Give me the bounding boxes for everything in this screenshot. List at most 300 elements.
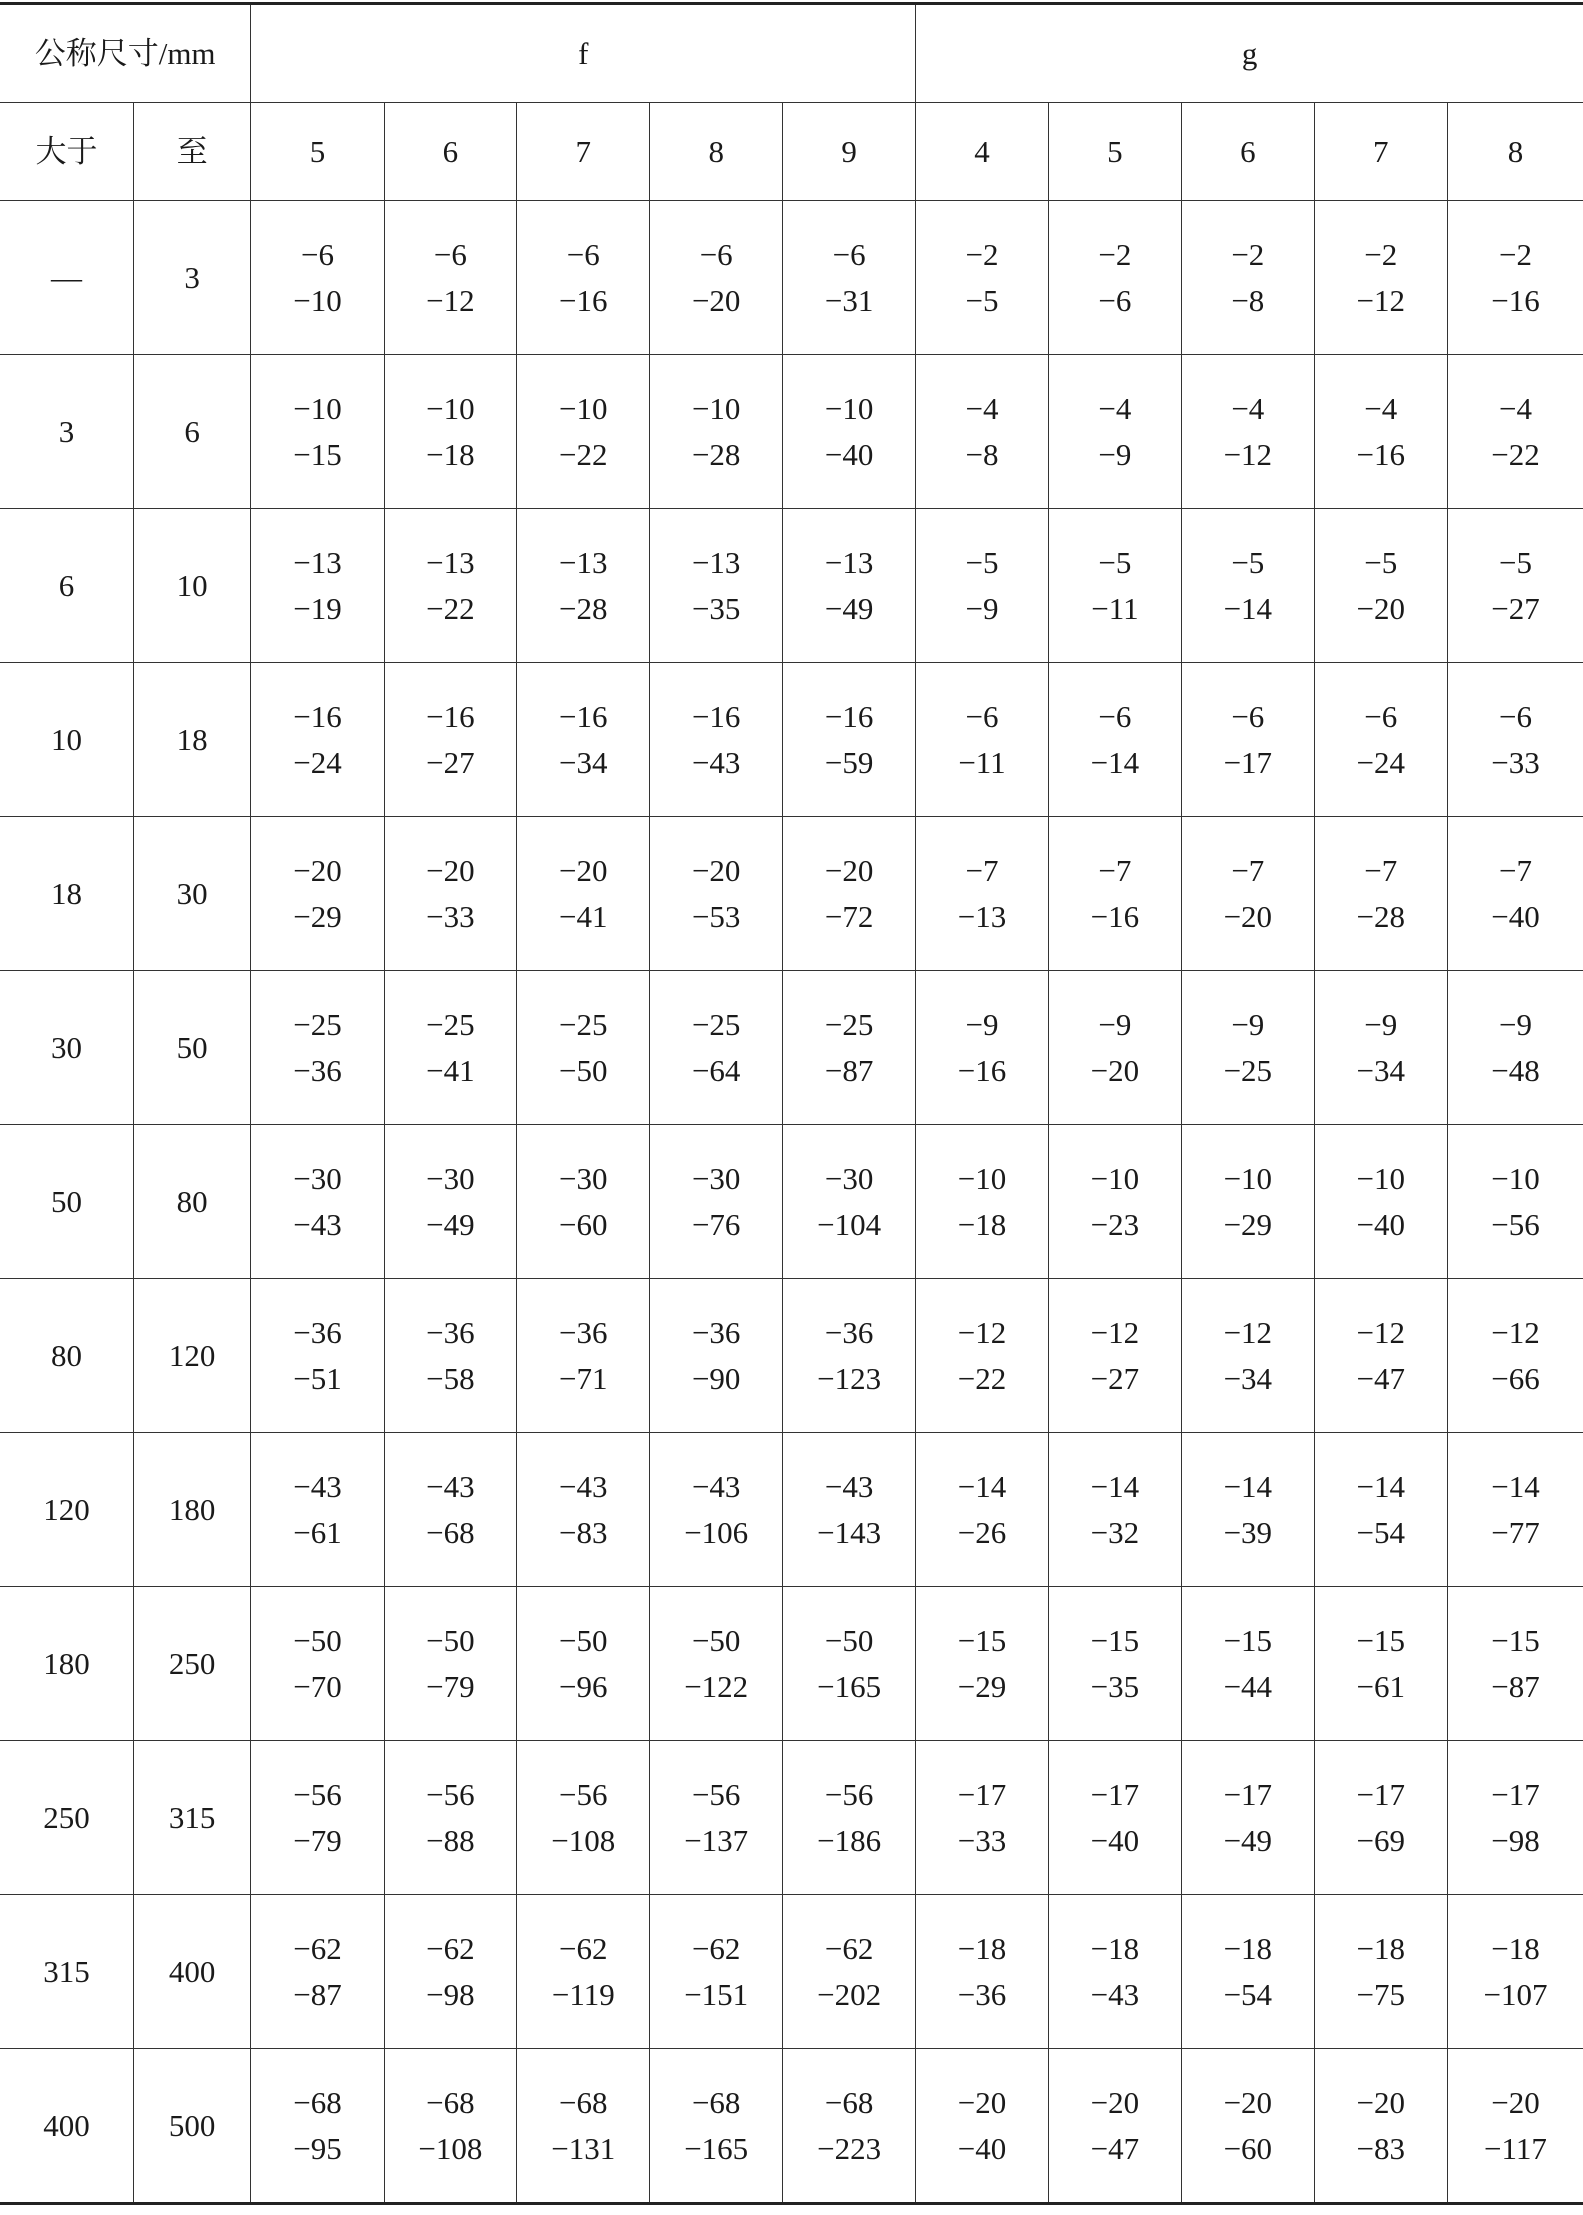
deviation-cell xyxy=(650,1741,782,1895)
upper-deviation: −36 xyxy=(559,1315,608,1350)
deviation-cell xyxy=(1182,1125,1314,1279)
lower-deviation: −106 xyxy=(684,1515,749,1550)
upper-deviation: −13 xyxy=(824,545,874,580)
lower-deviation: −96 xyxy=(559,1669,608,1704)
deviation-cell xyxy=(1182,817,1314,971)
size-over-cell: — xyxy=(0,201,133,355)
upper-deviation: −68 xyxy=(824,2085,874,2120)
deviation-cell xyxy=(1447,1433,1583,1587)
lower-deviation: −29 xyxy=(1223,1207,1273,1242)
lower-deviation: −16 xyxy=(957,1053,1007,1088)
deviation-cell xyxy=(1182,1741,1314,1895)
deviation-cell xyxy=(1048,1125,1181,1279)
lower-deviation: −12 xyxy=(1356,283,1405,318)
upper-deviation: −9 xyxy=(1231,1007,1265,1042)
lower-deviation: −87 xyxy=(293,1977,342,2012)
size-to-cell: 10 xyxy=(133,509,250,663)
deviation-cell xyxy=(1048,1741,1181,1895)
upper-deviation: −17 xyxy=(1356,1777,1405,1812)
upper-deviation: −18 xyxy=(1090,1931,1140,1966)
upper-deviation: −20 xyxy=(559,853,608,888)
lower-deviation: −12 xyxy=(1223,437,1273,472)
deviation-cell xyxy=(517,1279,650,1433)
lower-deviation: −61 xyxy=(1356,1669,1405,1704)
deviation-cell xyxy=(916,1279,1048,1433)
deviation-cell xyxy=(916,1125,1048,1279)
upper-deviation: −25 xyxy=(691,1007,741,1042)
upper-deviation: −10 xyxy=(691,391,741,426)
upper-deviation: −10 xyxy=(426,391,475,426)
grade-header-g: 7 xyxy=(1314,103,1447,201)
deviation-cell xyxy=(1182,355,1314,509)
grade-header-g: 6 xyxy=(1182,103,1314,201)
deviation-cell xyxy=(782,201,915,355)
deviation-cell xyxy=(1048,201,1181,355)
lower-deviation: −22 xyxy=(559,437,608,472)
header-row-grades xyxy=(0,103,1583,201)
lower-deviation: −8 xyxy=(965,437,999,472)
deviation-cell xyxy=(1048,817,1181,971)
over-header: 大于 xyxy=(0,103,133,201)
lower-deviation: −202 xyxy=(817,1977,882,2012)
deviation-cell xyxy=(1447,201,1583,355)
upper-deviation: −4 xyxy=(1098,391,1132,426)
lower-deviation: −49 xyxy=(1223,1823,1273,1858)
lower-deviation: −61 xyxy=(293,1515,342,1550)
upper-deviation: −18 xyxy=(1223,1931,1273,1966)
upper-deviation: −7 xyxy=(1498,853,1532,888)
deviation-cell xyxy=(782,355,915,509)
lower-deviation: −33 xyxy=(1491,745,1540,780)
group-f-header: f xyxy=(251,4,916,103)
upper-deviation: −9 xyxy=(1498,1007,1532,1042)
upper-deviation: −43 xyxy=(293,1469,342,1504)
upper-deviation: −62 xyxy=(824,1931,874,1966)
lower-deviation: −19 xyxy=(293,591,342,626)
grade-header-f: 8 xyxy=(650,103,782,201)
upper-deviation: −10 xyxy=(293,391,342,426)
upper-deviation: −10 xyxy=(1356,1161,1405,1196)
lower-deviation: −151 xyxy=(684,1977,749,2012)
deviation-cell xyxy=(517,971,650,1125)
deviation-cell xyxy=(517,355,650,509)
upper-deviation: −2 xyxy=(1498,237,1532,272)
upper-deviation: −6 xyxy=(699,237,733,272)
lower-deviation: −59 xyxy=(824,745,874,780)
lower-deviation: −27 xyxy=(426,745,475,780)
lower-deviation: −20 xyxy=(691,283,741,318)
table-row xyxy=(0,1125,1583,1279)
upper-deviation: −25 xyxy=(293,1007,342,1042)
upper-deviation: −20 xyxy=(1223,2085,1273,2120)
lower-deviation: −223 xyxy=(817,2131,882,2166)
upper-deviation: −20 xyxy=(691,853,741,888)
upper-deviation: −36 xyxy=(293,1315,342,1350)
upper-deviation: −50 xyxy=(824,1623,874,1658)
deviation-cell xyxy=(517,1895,650,2049)
upper-deviation: −14 xyxy=(1356,1469,1405,1504)
table-row xyxy=(0,1895,1583,2049)
upper-deviation: −10 xyxy=(957,1161,1007,1196)
lower-deviation: −5 xyxy=(965,283,999,318)
upper-deviation: −30 xyxy=(691,1161,741,1196)
size-to-cell: 3 xyxy=(133,201,250,355)
grade-header-f: 9 xyxy=(782,103,915,201)
upper-deviation: −10 xyxy=(1090,1161,1140,1196)
deviation-cell xyxy=(1314,1587,1447,1741)
deviation-cell xyxy=(916,509,1048,663)
deviation-cell xyxy=(650,817,782,971)
group-g-header: g xyxy=(916,4,1583,103)
deviation-cell xyxy=(1182,509,1314,663)
lower-deviation: −40 xyxy=(1090,1823,1140,1858)
upper-deviation: −5 xyxy=(965,545,999,580)
deviation-cell xyxy=(782,663,915,817)
lower-deviation: −68 xyxy=(426,1515,475,1550)
table-row xyxy=(0,1279,1583,1433)
upper-deviation: −18 xyxy=(1356,1931,1405,1966)
upper-deviation: −30 xyxy=(293,1161,342,1196)
upper-deviation: −2 xyxy=(1098,237,1132,272)
deviation-cell xyxy=(384,1587,516,1741)
deviation-cell xyxy=(384,2049,516,2204)
table-row xyxy=(0,355,1583,509)
lower-deviation: −24 xyxy=(293,745,342,780)
size-over-cell: 3 xyxy=(0,355,133,509)
deviation-cell xyxy=(251,355,384,509)
upper-deviation: −30 xyxy=(426,1161,475,1196)
lower-deviation: −16 xyxy=(1491,283,1540,318)
lower-deviation: −69 xyxy=(1356,1823,1405,1858)
deviation-cell xyxy=(782,1741,915,1895)
lower-deviation: −117 xyxy=(1484,2131,1547,2166)
table-row xyxy=(0,2049,1583,2204)
deviation-cell xyxy=(1314,1279,1447,1433)
upper-deviation: −13 xyxy=(559,545,608,580)
deviation-cell xyxy=(1182,971,1314,1125)
table-row xyxy=(0,201,1583,355)
grade-header-f: 6 xyxy=(384,103,516,201)
lower-deviation: −9 xyxy=(1098,437,1132,472)
lower-deviation: −108 xyxy=(418,2131,483,2166)
deviation-cell xyxy=(782,2049,915,2204)
upper-deviation: −50 xyxy=(293,1623,342,1658)
upper-deviation: −56 xyxy=(426,1777,475,1812)
upper-deviation: −12 xyxy=(1356,1315,1405,1350)
deviation-cell xyxy=(1447,1895,1583,2049)
size-to-cell: 30 xyxy=(133,817,250,971)
upper-deviation: −9 xyxy=(1098,1007,1132,1042)
upper-deviation: −7 xyxy=(1098,853,1132,888)
deviation-cell xyxy=(916,971,1048,1125)
upper-deviation: −15 xyxy=(957,1623,1007,1658)
deviation-cell xyxy=(251,817,384,971)
lower-deviation: −35 xyxy=(1090,1669,1140,1704)
lower-deviation: −54 xyxy=(1356,1515,1405,1550)
upper-deviation: −14 xyxy=(957,1469,1007,1504)
upper-deviation: −5 xyxy=(1231,545,1265,580)
deviation-cell xyxy=(1447,355,1583,509)
header-row-groups xyxy=(0,4,1583,103)
upper-deviation: −6 xyxy=(1098,699,1132,734)
upper-deviation: −20 xyxy=(824,853,874,888)
lower-deviation: −44 xyxy=(1223,1669,1273,1704)
lower-deviation: −107 xyxy=(1483,1977,1548,2012)
size-to-cell: 18 xyxy=(133,663,250,817)
deviation-cell xyxy=(650,1895,782,2049)
upper-deviation: −2 xyxy=(1231,237,1265,272)
upper-deviation: −2 xyxy=(1364,237,1398,272)
lower-deviation: −50 xyxy=(559,1053,608,1088)
grade-header-g: 4 xyxy=(916,103,1048,201)
size-to-cell: 80 xyxy=(133,1125,250,1279)
lower-deviation: −22 xyxy=(957,1361,1007,1396)
deviation-cell xyxy=(782,817,915,971)
deviation-cell xyxy=(650,663,782,817)
lower-deviation: −165 xyxy=(817,1669,882,1704)
lower-deviation: −76 xyxy=(691,1207,741,1242)
lower-deviation: −87 xyxy=(824,1053,874,1088)
lower-deviation: −104 xyxy=(817,1207,882,1242)
upper-deviation: −6 xyxy=(1498,699,1532,734)
upper-deviation: −50 xyxy=(426,1623,475,1658)
upper-deviation: −20 xyxy=(1356,2085,1405,2120)
upper-deviation: −50 xyxy=(691,1623,741,1658)
lower-deviation: −87 xyxy=(1491,1669,1540,1704)
lower-deviation: −10 xyxy=(293,283,342,318)
deviation-cell xyxy=(1182,1895,1314,2049)
lower-deviation: −28 xyxy=(691,437,741,472)
lower-deviation: −119 xyxy=(551,1977,615,2012)
lower-deviation: −34 xyxy=(1223,1361,1273,1396)
lower-deviation: −51 xyxy=(293,1361,342,1396)
size-to-cell: 315 xyxy=(133,1741,250,1895)
nominal-size-header: 公称尺寸/mm xyxy=(0,4,251,103)
table-row xyxy=(0,971,1583,1125)
upper-deviation: −30 xyxy=(559,1161,608,1196)
deviation-cell xyxy=(251,1895,384,2049)
size-to-cell: 400 xyxy=(133,1895,250,2049)
upper-deviation: −18 xyxy=(1491,1931,1540,1966)
deviation-cell xyxy=(1314,1125,1447,1279)
upper-deviation: −68 xyxy=(559,2085,608,2120)
deviation-cell xyxy=(384,1895,516,2049)
lower-deviation: −79 xyxy=(426,1669,475,1704)
grade-header-g: 5 xyxy=(1048,103,1181,201)
upper-deviation: −15 xyxy=(1356,1623,1405,1658)
lower-deviation: −90 xyxy=(691,1361,741,1396)
lower-deviation: −36 xyxy=(293,1053,342,1088)
lower-deviation: −27 xyxy=(1090,1361,1140,1396)
lower-deviation: −47 xyxy=(1356,1361,1405,1396)
deviation-cell xyxy=(1182,1279,1314,1433)
lower-deviation: −20 xyxy=(1356,591,1405,626)
upper-deviation: −36 xyxy=(426,1315,475,1350)
upper-deviation: −13 xyxy=(426,545,475,580)
deviation-cell xyxy=(916,1433,1048,1587)
upper-deviation: −62 xyxy=(559,1931,608,1966)
upper-deviation: −15 xyxy=(1090,1623,1140,1658)
upper-deviation: −20 xyxy=(293,853,342,888)
upper-deviation: −50 xyxy=(559,1623,608,1658)
deviation-cell xyxy=(782,1895,915,2049)
upper-deviation: −10 xyxy=(1491,1161,1540,1196)
lower-deviation: −83 xyxy=(559,1515,608,1550)
lower-deviation: −122 xyxy=(684,1669,749,1704)
deviation-cell xyxy=(1314,2049,1447,2204)
upper-deviation: −14 xyxy=(1491,1469,1540,1504)
upper-deviation: −16 xyxy=(559,699,608,734)
upper-deviation: −10 xyxy=(559,391,608,426)
deviation-cell xyxy=(517,1587,650,1741)
upper-deviation: −17 xyxy=(957,1777,1007,1812)
upper-deviation: −16 xyxy=(293,699,342,734)
upper-deviation: −43 xyxy=(691,1469,741,1504)
lower-deviation: −83 xyxy=(1356,2131,1405,2166)
size-to-cell: 500 xyxy=(133,2049,250,2204)
lower-deviation: −49 xyxy=(824,591,874,626)
deviation-cell xyxy=(251,1741,384,1895)
table-row xyxy=(0,509,1583,663)
size-over-cell: 18 xyxy=(0,817,133,971)
upper-deviation: −16 xyxy=(426,699,475,734)
deviation-cell xyxy=(916,1587,1048,1741)
tolerance-table xyxy=(0,2,1583,2205)
lower-deviation: −40 xyxy=(957,2131,1007,2166)
size-to-cell: 250 xyxy=(133,1587,250,1741)
deviation-cell xyxy=(384,663,516,817)
lower-deviation: −70 xyxy=(293,1669,342,1704)
lower-deviation: −60 xyxy=(1223,2131,1273,2166)
deviation-cell xyxy=(517,663,650,817)
lower-deviation: −29 xyxy=(293,899,342,934)
deviation-cell xyxy=(384,817,516,971)
deviation-cell xyxy=(1048,1895,1181,2049)
lower-deviation: −16 xyxy=(1090,899,1140,934)
size-over-cell: 250 xyxy=(0,1741,133,1895)
lower-deviation: −95 xyxy=(293,2131,342,2166)
lower-deviation: −43 xyxy=(691,745,741,780)
upper-deviation: −20 xyxy=(1090,2085,1140,2120)
deviation-cell xyxy=(650,2049,782,2204)
table-row xyxy=(0,817,1583,971)
upper-deviation: −13 xyxy=(293,545,342,580)
lower-deviation: −108 xyxy=(551,1823,616,1858)
lower-deviation: −137 xyxy=(684,1823,749,1858)
upper-deviation: −68 xyxy=(293,2085,342,2120)
upper-deviation: −20 xyxy=(426,853,475,888)
deviation-cell xyxy=(517,2049,650,2204)
upper-deviation: −7 xyxy=(1364,853,1398,888)
deviation-cell xyxy=(1314,1895,1447,2049)
deviation-cell xyxy=(650,355,782,509)
upper-deviation: −6 xyxy=(433,237,467,272)
upper-deviation: −43 xyxy=(824,1469,874,1504)
deviation-cell xyxy=(1447,1741,1583,1895)
upper-deviation: −4 xyxy=(1231,391,1265,426)
deviation-cell xyxy=(384,355,516,509)
upper-deviation: −5 xyxy=(1098,545,1132,580)
size-over-cell: 315 xyxy=(0,1895,133,2049)
lower-deviation: −39 xyxy=(1223,1515,1273,1550)
upper-deviation: −62 xyxy=(293,1931,342,1966)
deviation-cell xyxy=(251,509,384,663)
lower-deviation: −33 xyxy=(957,1823,1007,1858)
deviation-cell xyxy=(1314,509,1447,663)
lower-deviation: −88 xyxy=(426,1823,475,1858)
upper-deviation: −5 xyxy=(1364,545,1398,580)
upper-deviation: −15 xyxy=(1223,1623,1273,1658)
lower-deviation: −41 xyxy=(559,899,608,934)
lower-deviation: −20 xyxy=(1223,899,1273,934)
deviation-cell xyxy=(517,1741,650,1895)
upper-deviation: −56 xyxy=(691,1777,741,1812)
upper-deviation: −17 xyxy=(1491,1777,1540,1812)
deviation-cell xyxy=(384,971,516,1125)
table-row xyxy=(0,1587,1583,1741)
deviation-cell xyxy=(1182,663,1314,817)
size-over-cell: 180 xyxy=(0,1587,133,1741)
upper-deviation: −16 xyxy=(824,699,874,734)
upper-deviation: −9 xyxy=(965,1007,999,1042)
upper-deviation: −36 xyxy=(824,1315,874,1350)
lower-deviation: −54 xyxy=(1223,1977,1273,2012)
lower-deviation: −165 xyxy=(684,2131,749,2166)
lower-deviation: −14 xyxy=(1223,591,1273,626)
lower-deviation: −35 xyxy=(691,591,741,626)
deviation-cell xyxy=(916,1741,1048,1895)
size-over-cell: 6 xyxy=(0,509,133,663)
upper-deviation: −25 xyxy=(824,1007,874,1042)
upper-deviation: −4 xyxy=(965,391,999,426)
size-to-cell: 6 xyxy=(133,355,250,509)
lower-deviation: −123 xyxy=(817,1361,882,1396)
lower-deviation: −9 xyxy=(965,591,999,626)
deviation-cell xyxy=(1048,1433,1181,1587)
lower-deviation: −40 xyxy=(824,437,874,472)
lower-deviation: −26 xyxy=(957,1515,1007,1550)
lower-deviation: −34 xyxy=(559,745,608,780)
lower-deviation: −6 xyxy=(1098,283,1132,318)
upper-deviation: −25 xyxy=(426,1007,475,1042)
lower-deviation: −47 xyxy=(1090,2131,1140,2166)
lower-deviation: −28 xyxy=(1356,899,1405,934)
upper-deviation: −62 xyxy=(691,1931,741,1966)
upper-deviation: −17 xyxy=(1090,1777,1140,1812)
lower-deviation: −40 xyxy=(1491,899,1540,934)
lower-deviation: −22 xyxy=(426,591,475,626)
deviation-cell xyxy=(782,509,915,663)
lower-deviation: −27 xyxy=(1491,591,1540,626)
lower-deviation: −71 xyxy=(559,1361,608,1396)
lower-deviation: −31 xyxy=(824,283,874,318)
deviation-cell xyxy=(384,509,516,663)
deviation-cell xyxy=(517,817,650,971)
deviation-cell xyxy=(251,1125,384,1279)
lower-deviation: −16 xyxy=(559,283,608,318)
lower-deviation: −131 xyxy=(551,2131,616,2166)
deviation-cell xyxy=(1314,663,1447,817)
deviation-cell xyxy=(384,1741,516,1895)
deviation-cell xyxy=(1182,1587,1314,1741)
deviation-cell xyxy=(916,1895,1048,2049)
upper-deviation: −2 xyxy=(965,237,999,272)
deviation-cell xyxy=(1048,971,1181,1125)
lower-deviation: −58 xyxy=(426,1361,475,1396)
upper-deviation: −12 xyxy=(1223,1315,1273,1350)
deviation-cell xyxy=(1447,817,1583,971)
lower-deviation: −72 xyxy=(824,899,874,934)
